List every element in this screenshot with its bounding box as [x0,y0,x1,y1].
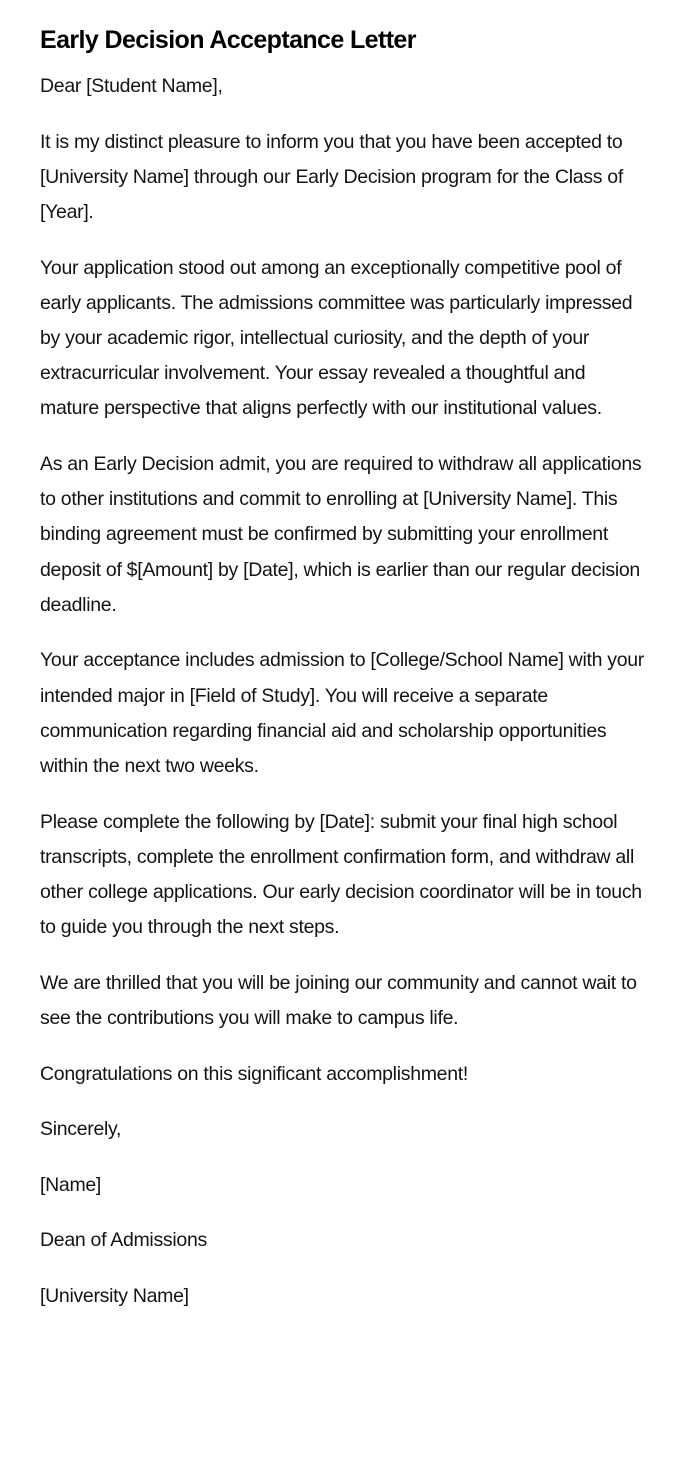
signature-position: Dean of Admissions [40,1229,207,1252]
paragraph-application-praise: Your application stood out among an exceptionally competitive pool of early applicants. The admissions committee was particularly impressed by your academic rigor, intellectual curiosity, and the depth of your extracurricular involvement. Your essay revealed a thoughtful and mature perspective that aligns perfectly with our institutional values. [40,256,633,420]
paragraph-next-steps: Please complete the following by [Date]: submit your final high school transcripts, complete the enrollment confirmation form, and withdraw all other college applications. Our early decision coordinator will be in touch to guide you through the next steps. [40,810,642,939]
paragraph-admission-details: Your acceptance includes admission to [College/School Name] with your intended major in [Field of Study]. You will receive a separate communication regarding financial aid and scholarship opportunities within the next two weeks. [40,649,645,778]
letter-title: Early Decision Acceptance Letter [40,26,416,54]
paragraph-binding-agreement: As an Early Decision admit, you are required to withdraw all applications to other institutions and commit to enrolling at [University Name]. This binding agreement must be confirmed by submitting your enrollment deposit of $[Amount] by [Date], which is earlier than our regular decision deadline. [40,453,642,616]
salutation: Dear [Student Name], [40,75,223,97]
signature-name: [Name] [40,1173,102,1196]
paragraph-welcome: We are thrilled that you will be joining our community and cannot wait to see the contributions you will make to campus life. [40,971,637,1030]
paragraph-congratulations: Congratulations on this significant accomplishment! [40,1062,469,1085]
signature-institution: [University Name] [40,1284,189,1307]
closing: Sincerely, [40,1118,122,1141]
paragraph-acceptance: It is my distinct pleasure to inform you that you have been accepted to [University Name] through our Early Decision program for the Class of [Year]. [40,130,623,223]
